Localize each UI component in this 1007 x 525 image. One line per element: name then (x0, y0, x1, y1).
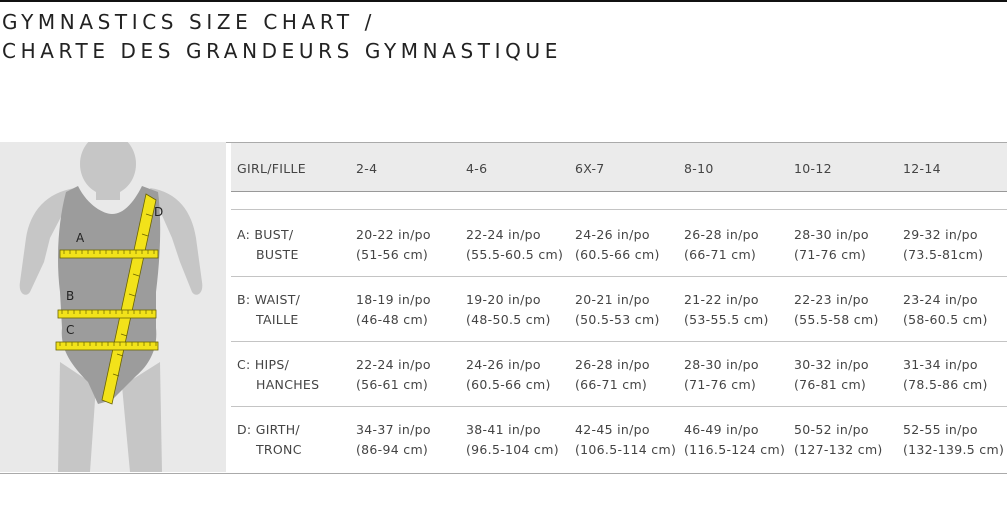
table-cell: 24-26 in/po (466, 357, 541, 372)
table-cell: (46-48 cm) (356, 312, 429, 327)
figure-label-b: B (66, 289, 75, 303)
table-cell: 24-26 in/po (575, 227, 650, 242)
header-cell-6x-7: 6X-7 (575, 161, 605, 176)
table-cell: 22-23 in/po (794, 292, 869, 307)
figure-label-a: A (76, 231, 85, 245)
table-cell: 31-34 in/po (903, 357, 978, 372)
table-cell: (96.5-104 cm) (466, 442, 559, 457)
header-cell-8-10: 8-10 (684, 161, 714, 176)
row-label-girth: D: GIRTH/ (237, 422, 300, 437)
figure-label-d: D (154, 205, 164, 219)
table-cell: (55.5-60.5 cm) (466, 247, 564, 262)
table-cell: (60.5-66 cm) (466, 377, 551, 392)
table-cell: (60.5-66 cm) (575, 247, 660, 262)
table-cell: 22-24 in/po (466, 227, 541, 242)
table-cell: (55.5-58 cm) (794, 312, 879, 327)
table-cell: (58-60.5 cm) (903, 312, 988, 327)
table-cell: 28-30 in/po (794, 227, 869, 242)
tape-c (56, 342, 158, 350)
row-label-bust: A: BUST/ (237, 227, 294, 242)
row-label-waist: B: WAIST/ (237, 292, 301, 307)
page-title (2, 8, 562, 66)
table-cell: (78.5-86 cm) (903, 377, 988, 392)
table-cell: 29-32 in/po (903, 227, 978, 242)
gymnast-illustration (0, 142, 226, 472)
top-rule (0, 0, 1007, 2)
row-label-hips: C: HIPS/ (237, 357, 290, 372)
header-cell-10-12: 10-12 (794, 161, 832, 176)
figure-label-c: C (66, 323, 75, 337)
table-cell: 22-24 in/po (356, 357, 431, 372)
table-cell: (66-71 cm) (575, 377, 648, 392)
table-cell: 23-24 in/po (903, 292, 978, 307)
table-cell: (132-139.5 cm) (903, 442, 1005, 457)
table-cell: (106.5-114 cm) (575, 442, 677, 457)
title-line-2: CHARTE DES GRANDEURS GYMNASTIQUE (2, 39, 562, 63)
header-cell-girl: GIRL/FILLE (237, 161, 306, 176)
table-cell: (127-132 cm) (794, 442, 883, 457)
table-header-row (231, 143, 1007, 192)
table-cell: 50-52 in/po (794, 422, 869, 437)
table-cell: (73.5-81cm) (903, 247, 984, 262)
tape-b (58, 310, 156, 318)
table-cell: (53-55.5 cm) (684, 312, 769, 327)
table-cell: (71-76 cm) (794, 247, 867, 262)
table-cell: 19-20 in/po (466, 292, 541, 307)
table-cell: (76-81 cm) (794, 377, 867, 392)
table-cell: 34-37 in/po (356, 422, 431, 437)
row-label-tronc: TRONC (256, 442, 302, 457)
table-cell: (66-71 cm) (684, 247, 757, 262)
table-cell: 20-22 in/po (356, 227, 431, 242)
table-cell: 26-28 in/po (575, 357, 650, 372)
table-cell: 26-28 in/po (684, 227, 759, 242)
table-cell: (51-56 cm) (356, 247, 429, 262)
row-separator (231, 341, 1007, 342)
table-cell: (48-50.5 cm) (466, 312, 551, 327)
table-cell: 46-49 in/po (684, 422, 759, 437)
table-cell: 20-21 in/po (575, 292, 650, 307)
row-separator (231, 406, 1007, 407)
header-cell-12-14: 12-14 (903, 161, 941, 176)
row-separator (231, 276, 1007, 277)
row-label-hanches: HANCHES (256, 377, 320, 392)
header-cell-4-6: 4-6 (466, 161, 488, 176)
table-cell: 42-45 in/po (575, 422, 650, 437)
table-cell: (56-61 cm) (356, 377, 429, 392)
table-cell: 52-55 in/po (903, 422, 978, 437)
table-cell: 18-19 in/po (356, 292, 431, 307)
table-cell: 21-22 in/po (684, 292, 759, 307)
table-cell: 38-41 in/po (466, 422, 541, 437)
table-cell: (86-94 cm) (356, 442, 429, 457)
tape-a (60, 250, 158, 258)
table-cell: (71-76 cm) (684, 377, 757, 392)
table-cell: (116.5-124 cm) (684, 442, 786, 457)
row-separator (231, 209, 1007, 210)
measurement-figure (0, 142, 226, 472)
row-label-taille: TAILLE (256, 312, 299, 327)
row-label-buste: BUSTE (256, 247, 299, 262)
title-line-1: GYMNASTICS SIZE CHART / (2, 10, 376, 34)
header-cell-2-4: 2-4 (356, 161, 378, 176)
table-cell: (50.5-53 cm) (575, 312, 660, 327)
table-cell: 28-30 in/po (684, 357, 759, 372)
table-cell: 30-32 in/po (794, 357, 869, 372)
size-table (231, 143, 1007, 472)
